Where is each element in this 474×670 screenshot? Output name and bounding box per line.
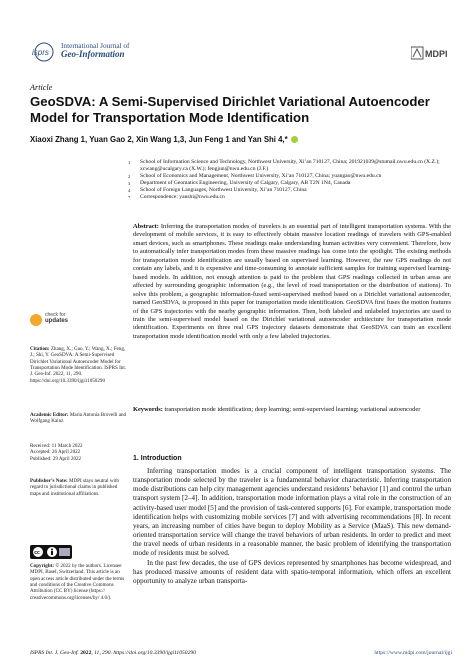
- publisher-note: Publisher’s Note: MDPI stays neutral with regard to jurisdictional claims in published maps and institutional affiliations.: [30, 478, 119, 497]
- cc-by-license-icon[interactable]: [30, 545, 72, 559]
- check-for-updates-icon[interactable]: [30, 314, 42, 326]
- citation: Citation: Zhang, X.; Gao, Y.; Wang, X.; Feng, J.; Shi, Y. GeoSDVA: A Semi-Supervised Dirichlet Variational Autoencoder Model for Transportation Mode Identification. ISPRS Int. J. Geo-Inf. 2022, 11, 290. https://doi.org/10.3390/ijgi11050290: [30, 346, 127, 384]
- svg-text:isprs: isprs: [32, 48, 49, 57]
- keywords: Keywords: transportation mode identification; deep learning; semi-supervised learning; variational autoencoder: [133, 406, 421, 413]
- section-heading: 1. Introduction: [133, 455, 182, 462]
- affiliation-item: 1 School of Information Science and Technology, Northwest University, Xi’an 710127, China; 201921039@stumail.nwu.edu.cn (X.Z.); xcwang@ucalgary.ca (X.W.); fengjun@nwu.edu.cn (J.F.): [128, 159, 440, 173]
- paragraph: Inferring transportation modes is a crucial component of intelligent transportation systems. The transportation mode selected by the traveler is a fundamental behavior characteristic. Inferring transportation mode distributions can help city management agencies understand residents’ behavior [1] and control the urban transport system [2–4]. In addition, transportation mode information plays a vital role in the construction of an activity-based user model [5] and the provision of task-centered supports [6]. For example, transportation mode identification helps with customizing mobile services [7] and with advertising recommendations [8]. In recent years, an increasing number of cities have begun to deploy Mobility as a Service (MaaS). This new demand-oriented transportation service will change the travel behaviors of urban residents. In order to predict and meet the travel needs of urban residents in a reasonable manner, the basic problem of identifying the transportation mode of residents must be solved.: [133, 467, 451, 558]
- affiliations: [128, 159, 458, 202]
- journal-name: International Journal of Geo-Information: [61, 41, 130, 59]
- check-for-updates[interactable]: check for updates: [45, 312, 69, 324]
- svg-text:cc: cc: [34, 550, 40, 556]
- journal-url-link[interactable]: https://www.mdpi.com/journal/ijgi: [374, 650, 452, 656]
- footer-citation: ISPRS Int. J. Geo-Inf. 2022, 11, 290. https://doi.org/10.3390/ijgi11050290: [30, 650, 196, 656]
- body-text: [133, 467, 451, 586]
- orcid-icon[interactable]: [291, 136, 298, 143]
- academic-editor: Academic Editor: Maria Antonia Brovelli and Wolfgang Kainz: [30, 412, 127, 425]
- affiliation-item: 4 School of Foreign Languages, Northwest University, Xi’an 710127, China: [128, 187, 307, 194]
- paragraph: In the past few decades, the use of GPS devices represented by smartphones has become widespread, and has produced massive amounts of resident data with spatio-temporal information, which offers an excellent opportunity to analyze urban transporta-: [133, 558, 451, 585]
- affiliation-item: * Correspondence: yanshi@nwu.edu.cn: [128, 194, 225, 201]
- affiliation-item: 3 Department of Geomatics Engineering, University of Calgary, Calgary, AB T2N 1N4, Canada: [128, 180, 351, 187]
- isprs-logo-icon: [30, 42, 58, 62]
- svg-text:MDPI: MDPI: [425, 49, 447, 59]
- paper-title: GeoSDVA: A Semi-Supervised Dirichlet Variational Autoencoder Model for Transportation Mode Identification: [30, 94, 430, 125]
- mdpi-logo-icon: [411, 46, 447, 60]
- affiliation-item: 2 School of Economics and Management, Northwest University, Xi’an 710127, China; yuangao@nwu.edu.cn: [128, 173, 382, 180]
- author-list: Xiaoxi Zhang 1, Yuan Gao 2, Xin Wang 1,3, Jun Feng 1 and Yan Shi 4,*: [30, 135, 450, 144]
- article-type: Article: [30, 83, 53, 92]
- abstract: Abstract: Inferring the transportation modes of travelers is an essential part of intelligent transportation systems. With the development of mobile services, it is easy to effectively obtain massive location readings of travelers with GPS-enabled smart devices, such as smartphones. These readings make understanding human activities very convenient. Therefore, how to automatically infer transportation modes from these massive readings has come into the spotlight. The existing methods for transportation mode identification are usually based on supervised learning. However, the raw GPS readings do not contain any labels, and it is expensive and time-consuming to annotate sufficient samples for training supervised learning-based models. In addition, not enough attention is paid to the problem that GPS readings collected in urban areas are affected by surrounding geographic information (e.g., the level of road transportation or the distribution of stations). To solve this problem, a geographic information-fused semi-supervised method based on a Dirichlet variational autoencoder, named GeoSDVA, is proposed in this paper for transportation mode identification. GeoSDVA first fuses the motion features of the GPS trajectories with the nearby geographic information. Then, both labeled and unlabeled trajectories are used to train the semi-supervised model based on the Dirichlet variational autoencoder architecture for transportation mode identification. Experiments on three real GPS trajectory datasets demonstrate that GeoSDVA can train an excellent transportation mode identification model with only a few labeled trajectories.: [133, 223, 451, 340]
- dates: Received: 11 March 2022 Accepted: 26 April 2022 Published: 29 April 2022: [30, 443, 83, 462]
- copyright: Copyright: © 2022 by the authors. Licensee MDPI, Basel, Switzerland. This article is an open access article distributed under the terms and conditions of the Creative Commons Attribution (CC BY) license (https:// creativecommons.org/licenses/by/ 4.0/).: [30, 563, 125, 601]
